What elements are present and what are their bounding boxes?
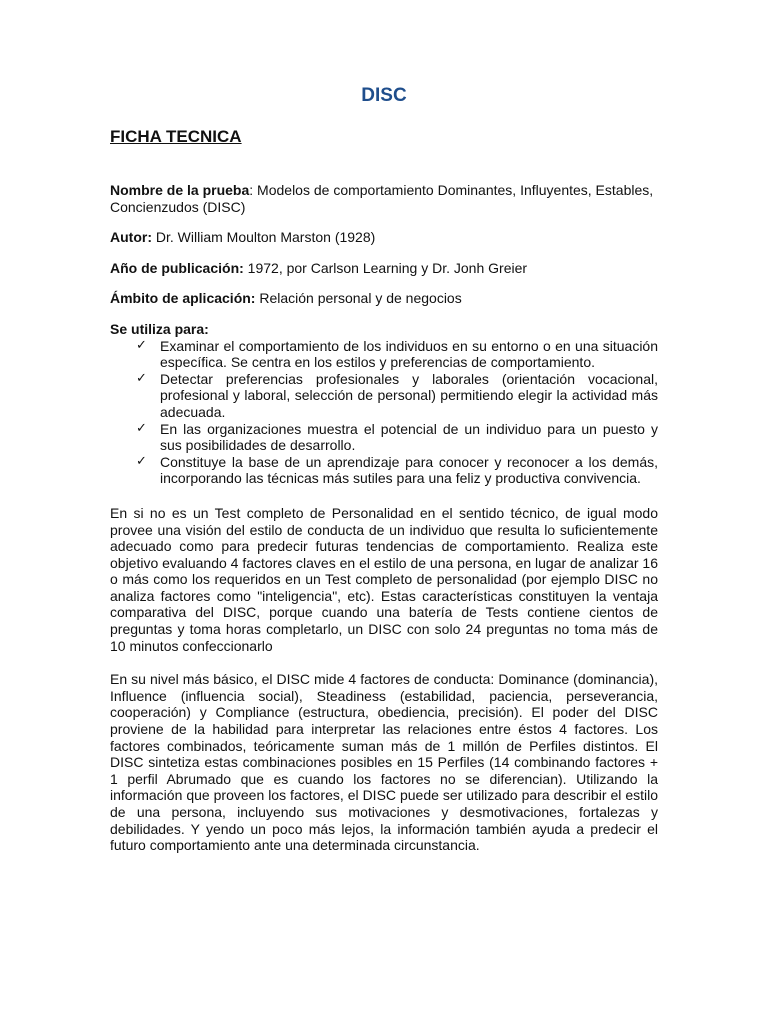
list-item [110,454,658,487]
section-heading: FICHA TECNICA [110,127,242,146]
checkmark-icon: ✓ [136,420,147,436]
field-value: Dr. William Moulton Marston (1928) [155,229,376,246]
document-title: DISC [361,85,407,106]
list-item-text: Detectar preferencias profesionales y laborales (orientación vocacional, profesional y laboral, selección de personal) permitiendo elegir la actividad más adecuada. [160,370,658,420]
field-value: Modelos de comportamiento Dominantes, Influyentes, Estables, Concienzudos (DISC) [110,182,654,215]
field-publication-year [110,260,658,277]
field-scope [110,290,658,307]
field-label: Ámbito de aplicación: [110,290,256,307]
uses-list [110,338,658,487]
uses-label: Se utiliza para: [110,320,209,337]
paragraph: En si no es un Test completo de Personalidad en el sentido técnico, de igual modo provee una visión del estilo de conducta de un individuo que resulta lo suficientemente adecuado como para predecir futuras tendencias de comportamiento. Realiza este objetivo evaluando 4 factores claves en el estilo de una persona, en lugar de analizar 16 o más como los requeridos en un Test completo de personalidad (por ejemplo DISC no analiza factores como "inteligencia", etc). Estas características constituyen la ventaja comparativa del DISC, porque cuando una batería de Tests contiene cientos de preguntas y toma horas completarlo, un DISC con solo 24 preguntas no toma más de 10 minutos confeccionarlo [110,504,658,654]
list-item-text: Constituye la base de un aprendizaje para conocer y reconocer a los demás, incorporando las técnicas más sutiles para una feliz y productiva convivencia. [160,453,658,487]
list-item [110,371,658,421]
field-separator: : [249,182,258,198]
field-label: Autor: [110,229,152,246]
field-value: Relación personal y de negocios [259,290,462,307]
paragraph: En su nivel más básico, el DISC mide 4 factores de conducta: Dominance (dominancia), Influence (influencia social), Steadiness (estabilidad, paciencia, perseverancia, cooperación) y Compliance (estructura, obediencia, precisión). El poder del DISC proviene de la habilidad para interpretar las relaciones entre éstos 4 factores. Los factores combinados, teóricamente suman más de 1 millón de Perfiles distintos. El DISC sintetiza estas combinaciones posibles en 15 Perfiles (14 combinando factores + 1 perfil Abrumado que es cuando los factores no se diferencian). Utilizando la información que proveen los factores, el DISC puede ser utilizado para describir el estilo de una persona, incluyendo sus motivaciones y desmotivaciones, fortalezas y debilidades. Y yendo un poco más lejos, la información también ayuda a predecir el futuro comportamiento ante una determinada circunstancia. [110,671,658,854]
field-value: 1972, por Carlson Learning y Dr. Jonh Greier [247,259,528,276]
document-body [110,182,658,871]
uses-heading [110,321,658,338]
list-item-text: Examinar el comportamiento de los individuos en su entorno o en una situación específica. Se centra en los estilos y preferencias de comportamiento. [160,337,658,371]
checkmark-icon: ✓ [136,370,147,386]
field-label: Año de publicación: [110,259,244,276]
checkmark-icon: ✓ [136,453,147,469]
field-label: Nombre de la prueba [110,182,250,198]
field-test-name [110,182,658,215]
list-item [110,338,658,371]
list-item [110,421,658,454]
field-author [110,229,658,246]
checkmark-icon: ✓ [136,337,147,353]
list-item-text: En las organizaciones muestra el potencial de un individuo para un puesto y sus posibilidades de desarrollo. [160,420,658,454]
